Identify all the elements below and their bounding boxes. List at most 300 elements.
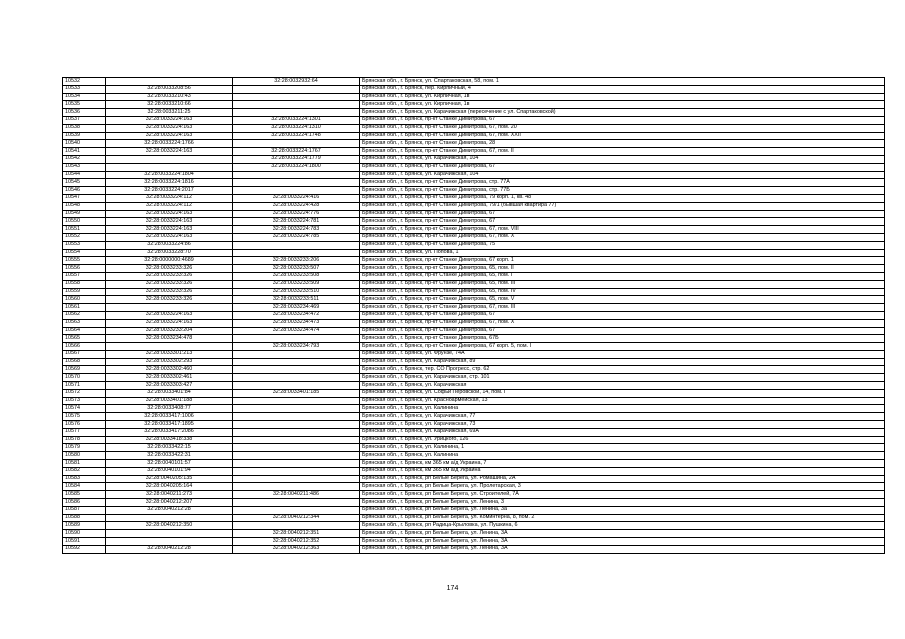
row-number-cell: 10592 (63, 545, 106, 553)
row-number-cell: 10573 (63, 397, 106, 405)
row-number-cell: 10567 (63, 350, 106, 358)
cadastral-number-cell: 32:28:0033208:56 (106, 85, 233, 93)
table-row (63, 288, 885, 296)
cadastral-number-cell: 32:28:0033417:1006 (106, 413, 233, 421)
cadastral-number-cell: 32:28:0040211:273 (106, 491, 233, 499)
cadastral-number-cell: 32:28:0033234:478 (106, 335, 233, 343)
address-cell: Брянская обл., г. Брянск, рп Белые Берега, ул. Ленина, 3 (360, 499, 885, 507)
table-row (63, 171, 885, 179)
cadastral-number-cell: 32:28:0040212:28 (106, 545, 233, 553)
address-cell: Брянская обл., г. Брянск, ул. Попова, 1 (360, 249, 885, 257)
table-row (63, 124, 885, 132)
object-cadastral-number-cell: 32:28:0033234:473 (233, 319, 360, 327)
table-row (63, 343, 885, 351)
cadastral-number-cell: 32:28:0040212:350 (106, 522, 233, 530)
object-cadastral-number-cell: 32:28:0033234:474 (233, 327, 360, 335)
address-cell: Брянская обл., г. Брянск, рп Белые Берега, ул. Ленина, 3А (360, 530, 885, 538)
address-cell: Брянская обл., г. Брянск, ул. Калинина (360, 452, 885, 460)
address-cell: Брянская обл., г. Брянск, ул. Кирпичная, 1в (360, 93, 885, 101)
table-row (63, 280, 885, 288)
row-number-cell: 10585 (63, 491, 106, 499)
row-number-cell: 10553 (63, 241, 106, 249)
table-row (63, 132, 885, 140)
object-cadastral-number-cell (233, 460, 360, 468)
cadastral-number-cell: 32:28:0033224:163 (106, 124, 233, 132)
row-number-cell: 10584 (63, 483, 106, 491)
table-row (63, 460, 885, 468)
object-cadastral-number-cell (233, 506, 360, 514)
table-row (63, 436, 885, 444)
table-row (63, 522, 885, 530)
row-number-cell: 10591 (63, 538, 106, 546)
row-number-cell: 10583 (63, 475, 106, 483)
row-number-cell: 10546 (63, 187, 106, 195)
row-number-cell: 10552 (63, 233, 106, 241)
row-number-cell: 10578 (63, 436, 106, 444)
row-number-cell: 10565 (63, 335, 106, 343)
row-number-cell: 10555 (63, 257, 106, 265)
registry-table-body (63, 78, 885, 554)
object-cadastral-number-cell (233, 241, 360, 249)
address-cell: Брянская обл., г. Брянск, пр-кт Станке Димитрова, 67 корп. 5, пом. I (360, 343, 885, 351)
object-cadastral-number-cell (233, 467, 360, 475)
row-number-cell: 10589 (63, 522, 106, 530)
address-cell: Брянская обл., г. Брянск, ул. Калинина, 1 (360, 444, 885, 452)
cadastral-number-cell (106, 343, 233, 351)
address-cell: Брянская обл., г. Брянск, пр-кт Станке Димитрова, 67 корп. 1 (360, 257, 885, 265)
table-row (63, 358, 885, 366)
cadastral-number-cell: 32:28:0033224:86 (106, 241, 233, 249)
row-number-cell: 10548 (63, 202, 106, 210)
cadastral-number-cell: 32:28:0033224:163 (106, 148, 233, 156)
table-row (63, 374, 885, 382)
object-cadastral-number-cell: 32:28:0033233:509 (233, 280, 360, 288)
row-number-cell: 10549 (63, 210, 106, 218)
address-cell: Брянская обл., г. Брянск, ул. Фрунзе, 74А (360, 350, 885, 358)
address-cell: Брянская обл., г. Брянск, пер. Кирпичный, 4 (360, 85, 885, 93)
cadastral-number-cell: 32:28:0033224:2017 (106, 187, 233, 195)
table-row (63, 467, 885, 475)
table-row (63, 382, 885, 390)
object-cadastral-number-cell (233, 452, 360, 460)
cadastral-number-cell (106, 155, 233, 163)
cadastral-number-cell: 32:28:0033224:112 (106, 194, 233, 202)
table-row (63, 475, 885, 483)
cadastral-number-cell: 32:28:0033422:31 (106, 452, 233, 460)
row-number-cell: 10561 (63, 304, 106, 312)
row-number-cell: 10542 (63, 155, 106, 163)
cadastral-number-cell: 32:28:0033224:163 (106, 311, 233, 319)
table-row (63, 413, 885, 421)
registry-table (62, 77, 885, 554)
row-number-cell: 10550 (63, 218, 106, 226)
cadastral-number-cell: 32:28:0033224:163 (106, 226, 233, 234)
row-number-cell: 10557 (63, 272, 106, 280)
address-cell: Брянская обл., г. Брянск, пр-кт Станке Димитрова, 67, пом. III (360, 304, 885, 312)
object-cadastral-number-cell: 32:28:0040212:363 (233, 545, 360, 553)
address-cell: Брянская обл., г. Брянск, ул. Карачижская, 104 (360, 155, 885, 163)
cadastral-number-cell: 32:28:0033233:326 (106, 265, 233, 273)
table-row (63, 218, 885, 226)
object-cadastral-number-cell: 32:28:0033224:1301 (233, 116, 360, 124)
table-row (63, 233, 885, 241)
cadastral-number-cell: 32:28:0033224:163 (106, 132, 233, 140)
cadastral-number-cell: 32:28:0033224:1804 (106, 171, 233, 179)
object-cadastral-number-cell: 32:28:0033233:507 (233, 265, 360, 273)
address-cell: Брянская обл., г. Брянск, ул. Урицкого, 126 (360, 436, 885, 444)
row-number-cell: 10575 (63, 413, 106, 421)
cadastral-number-cell (106, 163, 233, 171)
object-cadastral-number-cell: 32:28:0033233:206 (233, 257, 360, 265)
address-cell: Брянская обл., г. Брянск, пр-кт Станке Димитрова, 79 корп. 1, кв. 48 (360, 194, 885, 202)
row-number-cell: 10532 (63, 78, 106, 86)
row-number-cell: 10540 (63, 140, 106, 148)
table-row (63, 148, 885, 156)
cadastral-number-cell: 32:28:0033417:1895 (106, 421, 233, 429)
object-cadastral-number-cell: 32:28:0033224:1767 (233, 148, 360, 156)
cadastral-number-cell: 32:28:0033224:1766 (106, 140, 233, 148)
table-row (63, 428, 885, 436)
cadastral-number-cell: 32:28:0033302:293 (106, 358, 233, 366)
row-number-cell: 10543 (63, 163, 106, 171)
cadastral-number-cell: 32:28:0033233:326 (106, 280, 233, 288)
row-number-cell: 10590 (63, 530, 106, 538)
row-number-cell: 10534 (63, 93, 106, 101)
cadastral-number-cell (106, 530, 233, 538)
address-cell: Брянская обл., г. Брянск, тер. СО Прогресс, стр. 62 (360, 366, 885, 374)
address-cell: Брянская обл., г. Брянск, пр-кт Станке Димитрова, 67Б (360, 335, 885, 343)
row-number-cell: 10538 (63, 124, 106, 132)
table-row (63, 444, 885, 452)
address-cell: Брянская обл., г. Брянск, пр-кт Станке Димитрова, 67, пом. II (360, 148, 885, 156)
address-cell: Брянская обл., г. Брянск, пр-кт Станке Димитрова, 75 (360, 241, 885, 249)
table-row (63, 202, 885, 210)
row-number-cell: 10582 (63, 467, 106, 475)
object-cadastral-number-cell: 32:28:0033224:1310 (233, 124, 360, 132)
address-cell: Брянская обл., г. Брянск, ул. Калинина (360, 405, 885, 413)
object-cadastral-number-cell: 32:28:0033233:508 (233, 272, 360, 280)
address-cell: Брянская обл., г. Брянск, ул. Спартаковская, 58, пом. 1 (360, 78, 885, 86)
row-number-cell: 10587 (63, 506, 106, 514)
table-row (63, 210, 885, 218)
table-row (63, 319, 885, 327)
object-cadastral-number-cell (233, 85, 360, 93)
address-cell: Брянская обл., г. Брянск, ул. Кирпичная, 1в (360, 101, 885, 109)
table-row (63, 350, 885, 358)
table-row (63, 405, 885, 413)
object-cadastral-number-cell (233, 358, 360, 366)
address-cell: Брянская обл., г. Брянск, ул. Карачижская, 69А (360, 428, 885, 436)
object-cadastral-number-cell (233, 436, 360, 444)
address-cell: Брянская обл., г. Брянск, пр-кт Станке Димитрова, 79/1 (бывшая квартира 77) (360, 202, 885, 210)
object-cadastral-number-cell (233, 413, 360, 421)
table-row (63, 421, 885, 429)
table-row (63, 187, 885, 195)
address-cell: Брянская обл., г. Брянск, пр-кт Станке Димитрова, 67 (360, 327, 885, 335)
cadastral-number-cell: 32:28:0040212:28 (106, 506, 233, 514)
object-cadastral-number-cell (233, 179, 360, 187)
row-number-cell: 10541 (63, 148, 106, 156)
cadastral-number-cell: 32:28:0033211:25 (106, 109, 233, 117)
cadastral-number-cell: 32:28:0033224:112 (106, 202, 233, 210)
table-row (63, 272, 885, 280)
row-number-cell: 10554 (63, 249, 106, 257)
object-cadastral-number-cell: 32:28:0033234:793 (233, 343, 360, 351)
address-cell: Брянская обл., г. Брянск, км 365 км а/д Украина, 7 (360, 460, 885, 468)
row-number-cell: 10545 (63, 179, 106, 187)
object-cadastral-number-cell: 32:28:0033224:785 (233, 233, 360, 241)
table-row (63, 304, 885, 312)
address-cell: Брянская обл., г. Брянск, ул. Карачижская (пересечение с ул. Спартаковской) (360, 109, 885, 117)
object-cadastral-number-cell: 32:28:0040212:351 (233, 530, 360, 538)
cadastral-number-cell (106, 514, 233, 522)
row-number-cell: 10570 (63, 374, 106, 382)
row-number-cell: 10572 (63, 389, 106, 397)
row-number-cell: 10536 (63, 109, 106, 117)
object-cadastral-number-cell: 32:28:0033234:469 (233, 304, 360, 312)
object-cadastral-number-cell (233, 93, 360, 101)
object-cadastral-number-cell: 32:28:0033224:783 (233, 226, 360, 234)
object-cadastral-number-cell (233, 374, 360, 382)
table-row (63, 194, 885, 202)
cadastral-number-cell: 32:28:0000000:4689 (106, 257, 233, 265)
address-cell: Брянская обл., г. Брянск, ул. Карачижская (360, 382, 885, 390)
object-cadastral-number-cell: 32:28:0040212:344 (233, 514, 360, 522)
object-cadastral-number-cell (233, 382, 360, 390)
table-row (63, 499, 885, 507)
address-cell: Брянская обл., г. Брянск, пр-кт Станке Димитрова, 67 (360, 163, 885, 171)
object-cadastral-number-cell (233, 335, 360, 343)
cadastral-number-cell: 32:28:0033302:461 (106, 374, 233, 382)
object-cadastral-number-cell (233, 397, 360, 405)
cadastral-number-cell: 32:28:0033224:163 (106, 210, 233, 218)
table-row (63, 78, 885, 86)
table-row (63, 249, 885, 257)
object-cadastral-number-cell (233, 475, 360, 483)
table-row (63, 506, 885, 514)
table-row (63, 101, 885, 109)
object-cadastral-number-cell: 32:28:0033233:511 (233, 296, 360, 304)
cadastral-number-cell: 32:28:0033301:213 (106, 350, 233, 358)
table-row (63, 241, 885, 249)
address-cell: Брянская обл., г. Брянск, рп Белые Берега, ул. Ленина, 3а (360, 506, 885, 514)
row-number-cell: 10537 (63, 116, 106, 124)
address-cell: Брянская обл., г. Брянск, пр-кт Станке Димитрова, стр. 77Б (360, 187, 885, 195)
object-cadastral-number-cell: 32:28:0033233:510 (233, 288, 360, 296)
cadastral-number-cell: 32:28:0033401:188 (106, 397, 233, 405)
table-row (63, 140, 885, 148)
address-cell: Брянская обл., г. Брянск, пр-кт Станке Димитрова, 65, пом. III (360, 280, 885, 288)
object-cadastral-number-cell (233, 140, 360, 148)
cadastral-number-cell (106, 78, 233, 86)
object-cadastral-number-cell: 32:28:0033224:781 (233, 218, 360, 226)
table-row (63, 85, 885, 93)
cadastral-number-cell: 32:28:0033417:2086 (106, 428, 233, 436)
address-cell: Брянская обл., г. Брянск, рп Белые Берега, ул. Строителей, 7А (360, 491, 885, 499)
row-number-cell: 10558 (63, 280, 106, 288)
table-row (63, 335, 885, 343)
cadastral-number-cell: 32:28:0033233:326 (106, 272, 233, 280)
table-row (63, 514, 885, 522)
table-row (63, 452, 885, 460)
table-row (63, 296, 885, 304)
page-number: 174 (446, 585, 459, 592)
cadastral-number-cell: 32:28:0040205:135 (106, 475, 233, 483)
object-cadastral-number-cell: 32:28:0033224:1800 (233, 163, 360, 171)
row-number-cell: 10581 (63, 460, 106, 468)
object-cadastral-number-cell (233, 522, 360, 530)
address-cell: Брянская обл., г. Брянск, пр-кт Станке Димитрова, 67, пом. 20 (360, 124, 885, 132)
object-cadastral-number-cell (233, 428, 360, 436)
cadastral-number-cell: 32:28:0033224:1816 (106, 179, 233, 187)
address-cell: Брянская обл., г. Брянск, рп Белые Берега, ул. Ленина, 3А (360, 538, 885, 546)
table-row (63, 93, 885, 101)
object-cadastral-number-cell: 32:28:0033224:776 (233, 210, 360, 218)
table-row (63, 366, 885, 374)
object-cadastral-number-cell (233, 421, 360, 429)
cadastral-number-cell: 32:28:0033224:163 (106, 116, 233, 124)
cadastral-number-cell: 32:28:0033228:70 (106, 249, 233, 257)
table-row (63, 155, 885, 163)
object-cadastral-number-cell (233, 499, 360, 507)
object-cadastral-number-cell (233, 109, 360, 117)
row-number-cell: 10551 (63, 226, 106, 234)
object-cadastral-number-cell: 32:28:0032932:64 (233, 78, 360, 86)
address-cell: Брянская обл., г. Брянск, пр-кт Станке Димитрова, стр. 77А (360, 179, 885, 187)
table-row (63, 545, 885, 553)
table-row (63, 389, 885, 397)
row-number-cell: 10562 (63, 311, 106, 319)
row-number-cell: 10574 (63, 405, 106, 413)
object-cadastral-number-cell (233, 171, 360, 179)
table-row (63, 538, 885, 546)
row-number-cell: 10533 (63, 85, 106, 93)
row-number-cell: 10588 (63, 514, 106, 522)
table-row (63, 116, 885, 124)
row-number-cell: 10586 (63, 499, 106, 507)
table-row (63, 179, 885, 187)
cadastral-number-cell: 32:28:0033422:15 (106, 444, 233, 452)
cadastral-number-cell: 32:28:0033210:66 (106, 101, 233, 109)
address-cell: Брянская обл., г. Брянск, пр-кт Станке Димитрова, 67, пом. VIII (360, 226, 885, 234)
address-cell: Брянская обл., г. Брянск, км 365 км а/д Украина (360, 467, 885, 475)
row-number-cell: 10569 (63, 366, 106, 374)
table-row (63, 397, 885, 405)
table-row (63, 226, 885, 234)
object-cadastral-number-cell (233, 405, 360, 413)
address-cell: Брянская обл., г. Брянск, пр-кт Станке Димитрова, 67 (360, 210, 885, 218)
object-cadastral-number-cell (233, 249, 360, 257)
table-row (63, 491, 885, 499)
row-number-cell: 10580 (63, 452, 106, 460)
row-number-cell: 10547 (63, 194, 106, 202)
address-cell: Брянская обл., г. Брянск, пр-кт Станке Димитрова, 65, пом. I (360, 272, 885, 280)
address-cell: Брянская обл., г. Брянск, пр-кт Станке Димитрова, 67, пом. X (360, 233, 885, 241)
address-cell: Брянская обл., г. Брянск, рп Белые Берега, ул. Ромашина, 2А (360, 475, 885, 483)
cadastral-number-cell: 32:28:0040212:207 (106, 499, 233, 507)
object-cadastral-number-cell: 32:28:0040212:352 (233, 538, 360, 546)
object-cadastral-number-cell (233, 483, 360, 491)
object-cadastral-number-cell (233, 366, 360, 374)
cadastral-number-cell: 32:28:0033233:326 (106, 296, 233, 304)
row-number-cell: 10568 (63, 358, 106, 366)
cadastral-number-cell (106, 538, 233, 546)
row-number-cell: 10563 (63, 319, 106, 327)
address-cell: Брянская обл., г. Брянск, пр-кт Станке Димитрова, 65, пом. II (360, 265, 885, 273)
address-cell: Брянская обл., г. Брянск, рп Белые Берега, ул. Ленина, 3А (360, 545, 885, 553)
row-number-cell: 10556 (63, 265, 106, 273)
address-cell: Брянская обл., г. Брянск, ул. Карачижская, 89 (360, 358, 885, 366)
table-row (63, 327, 885, 335)
cadastral-number-cell (106, 304, 233, 312)
row-number-cell: 10566 (63, 343, 106, 351)
table-row (63, 109, 885, 117)
cadastral-number-cell: 32:28:0033401:84 (106, 389, 233, 397)
row-number-cell: 10544 (63, 171, 106, 179)
object-cadastral-number-cell: 32:28:0033224:428 (233, 202, 360, 210)
object-cadastral-number-cell: 32:28:0033224:1779 (233, 155, 360, 163)
address-cell: Брянская обл., г. Брянск, ул. Красноармейская, 13 (360, 397, 885, 405)
cadastral-number-cell: 32:28:0033418:338 (106, 436, 233, 444)
cadastral-number-cell: 32:28:0033224:163 (106, 319, 233, 327)
object-cadastral-number-cell: 32:28:0033401:185 (233, 389, 360, 397)
row-number-cell: 10559 (63, 288, 106, 296)
row-number-cell: 10577 (63, 428, 106, 436)
address-cell: Брянская обл., г. Брянск, пр-кт Станке Димитрова, 65, пом. IV (360, 288, 885, 296)
table-row (63, 257, 885, 265)
object-cadastral-number-cell (233, 444, 360, 452)
object-cadastral-number-cell: 32:28:0033224:1748 (233, 132, 360, 140)
row-number-cell: 10535 (63, 101, 106, 109)
address-cell: Брянская обл., г. Брянск, ул. Карачижская, 73 (360, 421, 885, 429)
object-cadastral-number-cell (233, 350, 360, 358)
address-cell: Брянская обл., г. Брянск, пр-кт Станке Димитрова, 67 (360, 116, 885, 124)
address-cell: Брянская обл., г. Брянск, рп Радица-Крыловка, ул. Пушкина, 6 (360, 522, 885, 530)
row-number-cell: 10560 (63, 296, 106, 304)
address-cell: Брянская обл., г. Брянск, рп Белые Берега, ул. Пролетарская, 3 (360, 483, 885, 491)
address-cell: Брянская обл., г. Брянск, ул. Карачижская, 104 (360, 171, 885, 179)
address-cell: Брянская обл., г. Брянск, пр-кт Станке Димитрова, 65, пом. V (360, 296, 885, 304)
address-cell: Брянская обл., г. Брянск, пр-кт Станке Димитрова, 67 (360, 218, 885, 226)
cadastral-number-cell: 32:28:0040101:94 (106, 467, 233, 475)
cadastral-number-cell: 32:28:0040205:164 (106, 483, 233, 491)
table-row (63, 163, 885, 171)
address-cell: Брянская обл., г. Брянск, пр-кт Станке Димитрова, 67, пом. X (360, 319, 885, 327)
object-cadastral-number-cell: 32:28:0033224:416 (233, 194, 360, 202)
address-cell: Брянская обл., г. Брянск, рп Белые Берега, ул. Коминтерна, 8, пом. 2 (360, 514, 885, 522)
object-cadastral-number-cell: 32:28:0033234:472 (233, 311, 360, 319)
address-cell: Брянская обл., г. Брянск, ул. Карачижская, 77 (360, 413, 885, 421)
object-cadastral-number-cell (233, 101, 360, 109)
cadastral-number-cell: 32:28:0033303:427 (106, 382, 233, 390)
address-cell: Брянская обл., г. Брянск, ул. Софьи Перовской, 14, пом. I (360, 389, 885, 397)
cadastral-number-cell: 32:28:0033224:163 (106, 218, 233, 226)
row-number-cell: 10564 (63, 327, 106, 335)
cadastral-number-cell: 32:28:0033233:326 (106, 288, 233, 296)
table-row (63, 265, 885, 273)
table-row (63, 483, 885, 491)
table-row (63, 530, 885, 538)
object-cadastral-number-cell: 32:28:0040211:486 (233, 491, 360, 499)
row-number-cell: 10576 (63, 421, 106, 429)
row-number-cell: 10571 (63, 382, 106, 390)
cadastral-number-cell: 32:28:0040101:57 (106, 460, 233, 468)
address-cell: Брянская обл., г. Брянск, пр-кт Станке Димитрова, 67 (360, 311, 885, 319)
cadastral-number-cell: 32:28:0033210:43 (106, 93, 233, 101)
row-number-cell: 10539 (63, 132, 106, 140)
object-cadastral-number-cell (233, 187, 360, 195)
address-cell: Брянская обл., г. Брянск, пр-кт Станке Димитрова, 67, пом. XXII (360, 132, 885, 140)
